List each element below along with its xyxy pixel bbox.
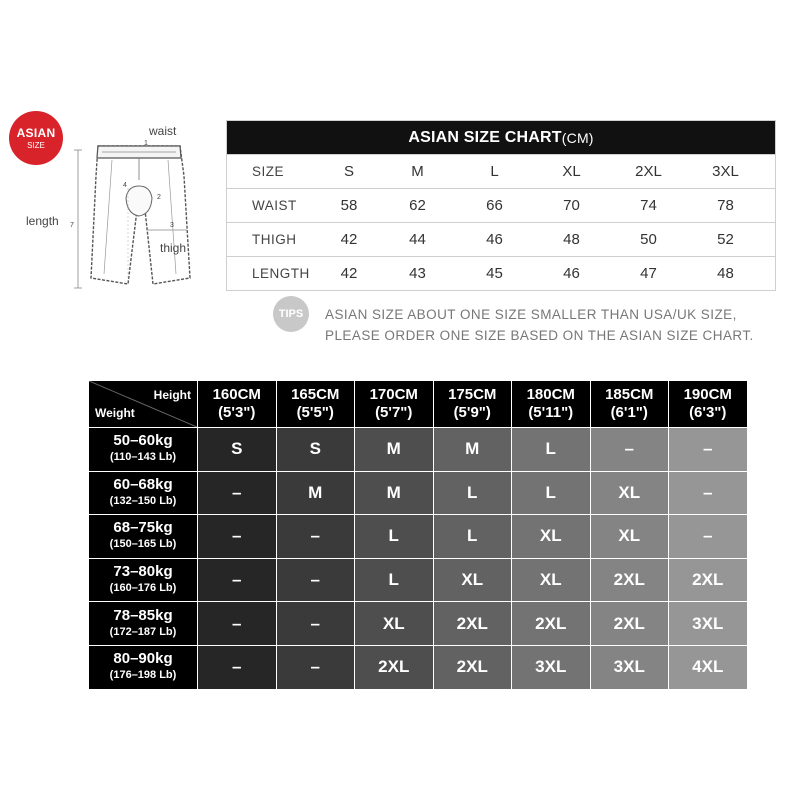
size-cell-value: M xyxy=(308,482,323,502)
size-chart-unit: (CM) xyxy=(561,129,594,146)
size-cell xyxy=(434,472,512,515)
height-cm: 170CM xyxy=(369,386,418,403)
size-cell xyxy=(669,472,747,515)
height-ft: (5'9") xyxy=(453,404,491,421)
size-chart-cell: 42 xyxy=(340,231,358,248)
height-header xyxy=(669,381,747,427)
size-cell-value: – xyxy=(703,526,713,546)
height-header xyxy=(434,381,512,427)
size-cell xyxy=(277,472,355,515)
size-chart-cell: 48 xyxy=(563,231,580,248)
size-cell-value: 2XL xyxy=(692,570,724,590)
size-cell-value: XL xyxy=(539,526,562,546)
size-chart-cell: 70 xyxy=(563,197,580,214)
size-cell xyxy=(277,428,355,471)
weight-kg: 73–80kg xyxy=(113,563,173,581)
size-cell xyxy=(512,515,590,558)
size-cell xyxy=(277,559,355,602)
weight-kg: 60–68kg xyxy=(113,475,173,493)
size-chart-cell: 43 xyxy=(409,265,426,282)
size-cell-value: 3XL xyxy=(535,657,567,677)
size-cell-value: – xyxy=(703,439,713,459)
height-ft: (6'3") xyxy=(689,404,727,421)
size-cell-value: M xyxy=(386,482,401,502)
size-chart-cell: 52 xyxy=(717,231,734,248)
size-chart-title-text: ASIAN SIZE CHART xyxy=(408,128,562,146)
size-cell xyxy=(277,646,355,689)
size-cell xyxy=(434,515,512,558)
height-cm: 190CM xyxy=(683,386,732,403)
size-cell xyxy=(355,559,433,602)
size-cell-value: M xyxy=(386,439,401,459)
size-cell-value: L xyxy=(467,526,478,546)
size-cell-value: M xyxy=(465,439,480,459)
height-cm: 180CM xyxy=(526,386,575,403)
size-cell-value: L xyxy=(467,482,478,502)
height-cm: 160CM xyxy=(212,386,261,403)
size-cell xyxy=(198,559,276,602)
size-chart-row-label: THIGH xyxy=(252,232,297,247)
size-cell-value: 2XL xyxy=(535,613,567,633)
size-cell-value: XL xyxy=(618,526,641,546)
shorts-diagram xyxy=(20,118,220,308)
weight-lb: (172–187 Lb) xyxy=(109,625,177,638)
size-chart-row-label: LENGTH xyxy=(252,266,310,281)
size-chart-cell: 50 xyxy=(640,231,657,248)
height-ft: (5'3") xyxy=(218,404,256,421)
size-cell xyxy=(512,602,590,645)
weight-header xyxy=(89,472,197,515)
size-cell xyxy=(669,515,747,558)
size-chart-cell: 48 xyxy=(717,265,734,282)
size-cell xyxy=(198,646,276,689)
size-chart-cell: 66 xyxy=(486,197,503,214)
corner-height-label: Height xyxy=(153,388,191,402)
corner-diagonal xyxy=(89,381,197,427)
size-cell-value: XL xyxy=(618,482,641,502)
size-chart-cell: 45 xyxy=(486,265,503,282)
size-cell xyxy=(512,472,590,515)
size-chart-cell: 44 xyxy=(409,231,426,248)
height-cm: 175CM xyxy=(448,386,497,403)
size-cell xyxy=(277,602,355,645)
size-cell-value: L xyxy=(545,439,556,459)
height-header xyxy=(277,381,355,427)
size-cell xyxy=(198,428,276,471)
weight-header xyxy=(89,646,197,689)
size-cell-value: – xyxy=(232,657,242,677)
height-header xyxy=(512,381,590,427)
size-cell-value: 3XL xyxy=(613,657,645,677)
size-cell xyxy=(669,559,747,602)
size-chart-row-label: SIZE xyxy=(252,164,285,179)
badge-line2: SIZE xyxy=(27,140,45,150)
size-chart-row-label: WAIST xyxy=(252,198,297,213)
size-cell xyxy=(512,428,590,471)
size-cell-value: 4XL xyxy=(692,657,724,677)
size-cell xyxy=(355,515,433,558)
tips-text xyxy=(325,304,754,346)
badge-line1: ASIAN xyxy=(16,125,56,140)
size-cell xyxy=(355,428,433,471)
length-label: length xyxy=(26,214,59,228)
size-chart-row xyxy=(227,256,775,290)
size-cell-value: – xyxy=(310,613,320,633)
weight-kg: 68–75kg xyxy=(113,519,173,537)
size-cell-value: – xyxy=(232,613,242,633)
size-chart-row xyxy=(227,154,775,188)
corner-weight-label: Weight xyxy=(95,406,135,420)
size-chart-row xyxy=(227,222,775,256)
marker-1: 1 xyxy=(144,140,148,147)
size-cell-value: XL xyxy=(539,570,562,590)
thigh-label: thigh xyxy=(160,241,187,255)
size-cell xyxy=(355,602,433,645)
height-ft: (5'11") xyxy=(528,404,574,421)
height-header xyxy=(198,381,276,427)
marker-4: 4 xyxy=(123,182,127,189)
size-chart-cell: 74 xyxy=(640,197,657,214)
size-chart-cell: 58 xyxy=(340,197,358,214)
size-chart-cell: 3XL xyxy=(712,163,739,180)
size-cell xyxy=(669,602,747,645)
size-chart-cell: 62 xyxy=(409,197,426,214)
size-chart-cell: L xyxy=(490,163,499,180)
size-cell-value: – xyxy=(703,482,713,502)
size-chart-cell: 42 xyxy=(340,265,358,282)
weight-lb: (150–165 Lb) xyxy=(109,538,177,551)
size-cell-value: – xyxy=(310,657,320,677)
size-cell xyxy=(355,646,433,689)
size-cell xyxy=(669,646,747,689)
weight-lb: (160–176 Lb) xyxy=(109,582,177,595)
size-cell-value: L xyxy=(545,482,556,502)
size-cell-value: L xyxy=(388,570,399,590)
height-ft: (5'5") xyxy=(296,404,334,421)
grid-corner-header xyxy=(89,381,197,427)
size-cell-value: XL xyxy=(382,613,405,633)
height-cm: 165CM xyxy=(291,386,340,403)
size-cell xyxy=(198,602,276,645)
height-header xyxy=(591,381,669,427)
size-chart-cell: 46 xyxy=(486,231,503,248)
size-cell xyxy=(591,472,669,515)
size-cell xyxy=(277,515,355,558)
size-chart-title xyxy=(227,121,775,154)
size-cell-value: 2XL xyxy=(378,657,410,677)
size-cell-value: 3XL xyxy=(692,613,724,633)
size-cell-value: – xyxy=(232,570,242,590)
height-ft: (6'1") xyxy=(610,404,648,421)
size-cell xyxy=(198,515,276,558)
weight-lb: (176–198 Lb) xyxy=(109,669,177,682)
size-cell xyxy=(591,515,669,558)
size-chart-cell: M xyxy=(411,163,424,180)
shorts-illustration xyxy=(20,118,220,308)
marker-2: 2 xyxy=(157,194,161,201)
tips-line2: PLEASE ORDER ONE SIZE BASED ON THE ASIAN SIZE CHART. xyxy=(325,328,754,343)
size-cell-value: S xyxy=(309,439,321,459)
size-cell-value: 2XL xyxy=(613,570,645,590)
weight-header xyxy=(89,559,197,602)
size-chart-cell: 2XL xyxy=(635,163,662,180)
size-cell xyxy=(355,472,433,515)
size-chart-cell: 78 xyxy=(717,197,734,214)
weight-header xyxy=(89,515,197,558)
size-cell-value: XL xyxy=(461,570,484,590)
tips-line1: ASIAN SIZE ABOUT ONE SIZE SMALLER THAN USA/UK SIZE, xyxy=(325,307,737,322)
size-cell-value: 2XL xyxy=(456,657,488,677)
size-cell xyxy=(591,428,669,471)
size-cell xyxy=(512,559,590,602)
size-cell xyxy=(434,428,512,471)
size-chart-cell: 46 xyxy=(563,265,580,282)
size-cell xyxy=(434,559,512,602)
size-cell xyxy=(434,646,512,689)
weight-kg: 50–60kg xyxy=(113,432,173,450)
size-recommendation-grid xyxy=(89,381,738,690)
size-cell-value: – xyxy=(310,570,320,590)
size-cell xyxy=(512,646,590,689)
weight-header xyxy=(89,428,197,471)
weight-kg: 78–85kg xyxy=(113,606,173,624)
marker-7: 7 xyxy=(70,222,74,229)
waist-label: waist xyxy=(149,124,177,138)
tips-icon-text: TIPS xyxy=(278,308,304,320)
weight-header xyxy=(89,602,197,645)
size-cell xyxy=(669,428,747,471)
weight-lb: (132–150 Lb) xyxy=(109,494,177,507)
height-header xyxy=(355,381,433,427)
size-cell xyxy=(591,646,669,689)
size-cell-value: – xyxy=(624,439,634,459)
size-chart-cell: 47 xyxy=(640,265,657,282)
size-cell-value: 2XL xyxy=(613,613,645,633)
size-cell-value: – xyxy=(232,526,242,546)
height-cm: 185CM xyxy=(605,386,654,403)
size-cell xyxy=(434,602,512,645)
asian-size-chart xyxy=(226,120,776,291)
size-cell xyxy=(591,602,669,645)
size-chart-cell: S xyxy=(343,163,354,180)
size-cell-value: – xyxy=(310,526,320,546)
size-chart-rows xyxy=(227,154,775,290)
size-chart-cell: XL xyxy=(562,163,581,180)
size-cell-value: S xyxy=(231,439,243,459)
marker-3: 3 xyxy=(170,222,174,229)
size-cell xyxy=(198,472,276,515)
size-cell-value: L xyxy=(388,526,399,546)
tips-icon xyxy=(273,296,309,332)
size-cell-value: – xyxy=(232,482,242,502)
weight-lb: (110–143 Lb) xyxy=(109,451,177,464)
height-ft: (5'7") xyxy=(375,404,413,421)
size-cell-value: 2XL xyxy=(456,613,488,633)
size-chart-row xyxy=(227,188,775,222)
size-cell xyxy=(591,559,669,602)
weight-kg: 80–90kg xyxy=(113,650,173,668)
